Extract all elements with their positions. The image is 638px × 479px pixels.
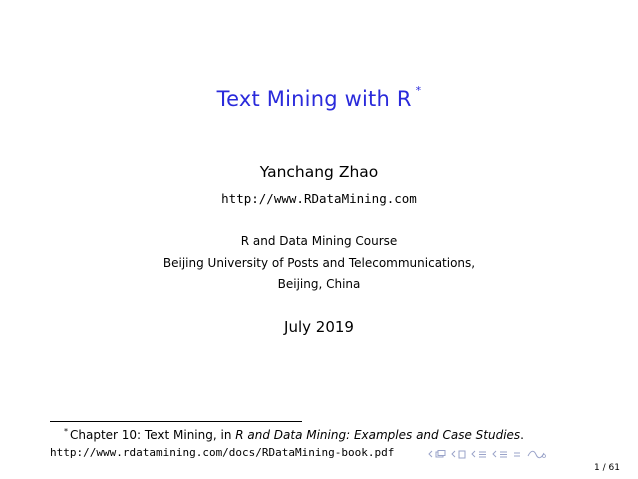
institution-line-3: Beijing, China — [277, 277, 361, 291]
author-url-link[interactable]: http://www.RDataMining.com — [221, 191, 417, 206]
subsection-icon — [478, 450, 487, 459]
title-footnote-mark: * — [415, 84, 422, 97]
slide-back-icon[interactable] — [492, 450, 497, 458]
page-number: 1 / 61 — [594, 463, 620, 473]
search-icon[interactable] — [526, 450, 546, 459]
slide-title — [0, 84, 638, 111]
presentation-date: July 2019 — [284, 318, 354, 336]
beamer-navigation-bar — [428, 447, 546, 461]
footnote-suffix: . — [520, 428, 524, 442]
footnote-mark: * — [64, 427, 68, 436]
footnote-book-title: R and Data Mining: Examples and Case Studies — [235, 428, 521, 442]
footnote-prefix: Chapter 10: Text Mining, in — [70, 428, 236, 442]
title-text: Text Mining with R — [216, 87, 412, 111]
author-name: Yanchang Zhao — [259, 163, 379, 181]
align-icon[interactable] — [513, 450, 521, 459]
footnote-text — [64, 428, 524, 442]
institution-line-1: R and Data Mining Course — [240, 234, 398, 248]
frame-icon — [435, 450, 446, 459]
frame-nav[interactable] — [428, 450, 446, 459]
institution-line-2: Beijing University of Posts and Telecommunications, — [162, 256, 476, 270]
section-icon — [458, 450, 466, 459]
section-nav[interactable] — [451, 450, 466, 459]
footnote-url-link[interactable]: http://www.rdatamining.com/docs/RDataMining-book.pdf — [50, 446, 395, 459]
slide-icon — [499, 450, 508, 459]
subsection-nav[interactable] — [471, 450, 487, 459]
footnote-rule — [50, 421, 302, 422]
subsection-back-icon[interactable] — [471, 450, 476, 458]
slide-nav[interactable] — [492, 450, 508, 459]
frame-back-icon[interactable] — [428, 450, 433, 458]
section-back-icon[interactable] — [451, 450, 456, 458]
